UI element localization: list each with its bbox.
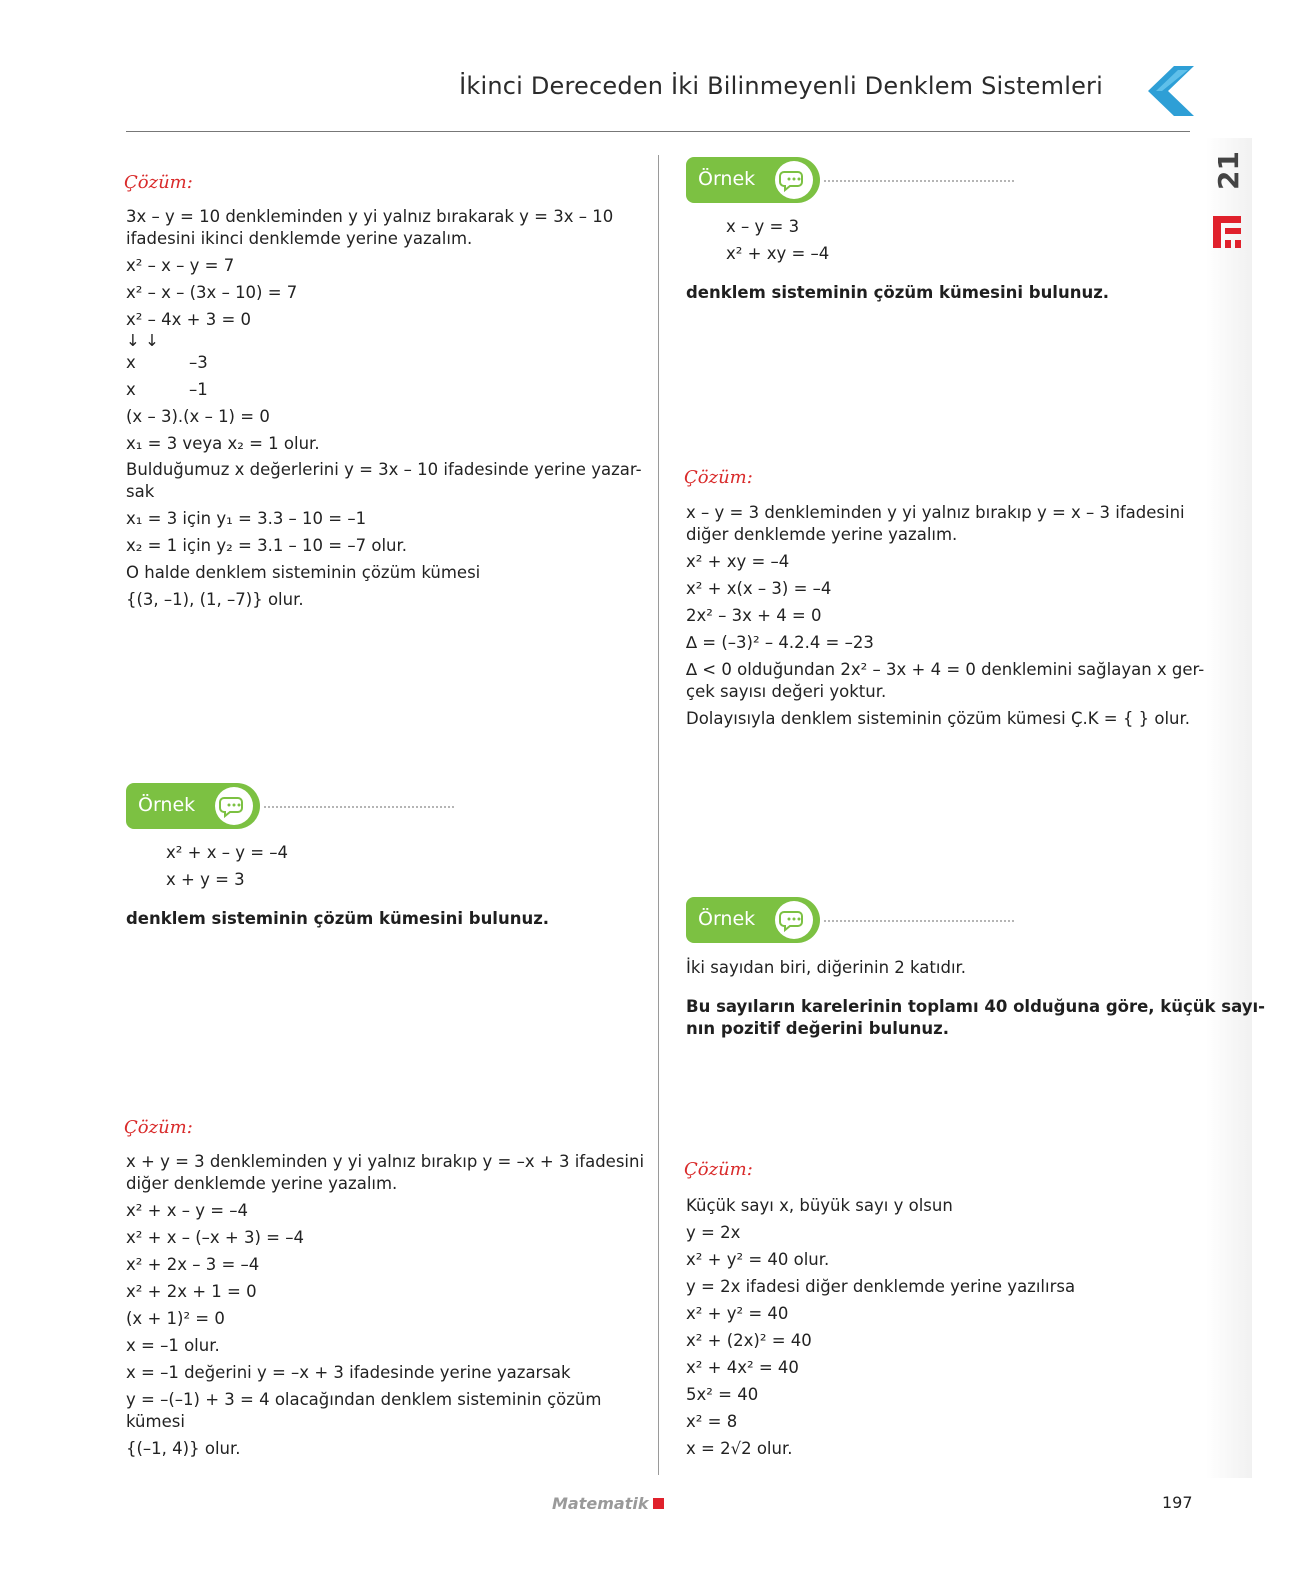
rsol1-eq-4: ∆ = (–3)² – 4.2.4 = –23	[686, 633, 874, 652]
ornek-badge	[686, 897, 820, 943]
sol1-eq-4: (x – 3).(x – 1) = 0	[126, 407, 270, 426]
page-number: 197	[1162, 1493, 1193, 1512]
sol2-eq-1: x² + x – y = –4	[126, 1201, 249, 1220]
rsol3-eq-8: x = 2√2 olur.	[686, 1439, 793, 1458]
unit-number: 21	[1212, 151, 1245, 190]
footer-square	[653, 1498, 664, 1509]
factor-row-2b: –1	[189, 380, 208, 399]
rsol3-eq-1: y = 2x	[686, 1223, 741, 1242]
cozum-heading: Çözüm:	[684, 467, 753, 488]
sol1-text-1: Bulduğumuz x değerlerini y = 3x – 10 ifadesinde yerine yazar-	[126, 460, 642, 479]
speech-bubble-icon	[774, 160, 814, 200]
rsol3-eq-4: x² + (2x)² = 40	[686, 1331, 812, 1350]
cozum-heading: Çözüm:	[124, 172, 193, 193]
rsol1-eq-3: 2x² – 3x + 4 = 0	[686, 606, 822, 625]
header-rule	[126, 131, 1190, 132]
ornek-label: Örnek	[698, 908, 756, 930]
rsol1-text-2: çek sayısı değeri yoktur.	[686, 682, 887, 701]
side-strip	[1206, 138, 1252, 1478]
sol1-text-2: sak	[126, 482, 155, 501]
ornek-label: Örnek	[698, 168, 756, 190]
sol1-eq-2: x² – x – (3x – 10) = 7	[126, 283, 298, 302]
ex1-question: denklem sisteminin çözüm kümesini bulunuz.	[686, 283, 1110, 302]
ex1-eq-1: x – y = 3	[726, 217, 800, 236]
column-divider	[658, 155, 659, 1475]
dotted-rule	[824, 180, 1014, 182]
rsol3-eq-7: x² = 8	[686, 1412, 738, 1431]
rsol1-eq-2: x² + x(x – 3) = –4	[686, 579, 832, 598]
sol2-line-2: diğer denklemde yerine yazalım.	[126, 1174, 398, 1193]
ex3-question-2: nın pozitif değerini bulunuz.	[686, 1019, 950, 1038]
sol2-eq-3: x² + 2x – 3 = –4	[126, 1255, 260, 1274]
fasikul-icon	[1211, 214, 1243, 250]
sol2-eq-4: x² + 2x + 1 = 0	[126, 1282, 257, 1301]
rsol1-line-2: diğer denklemde yerine yazalım.	[686, 525, 958, 544]
factor-row-1b: –3	[189, 353, 208, 372]
chevron-left-icon	[1148, 66, 1194, 116]
factor-arrows: ↓ ↓	[126, 331, 159, 350]
ex2-eq-1: x² + x – y = –4	[166, 843, 289, 862]
ex3-line-1: İki sayıdan biri, diğerinin 2 katıdır.	[686, 958, 967, 977]
sol1-text-3: O halde denklem sisteminin çözüm kümesi	[126, 563, 481, 582]
sol2-text-2: y = –(–1) + 3 = 4 olacağından denklem sisteminin çözüm	[126, 1390, 602, 1409]
rsol3-eq-5: x² + 4x² = 40	[686, 1358, 799, 1377]
sol1-eq-3: x² – 4x + 3 = 0	[126, 310, 252, 329]
sol1-text-4: {(3, –1), (1, –7)} olur.	[126, 590, 304, 609]
rsol3-eq-2: x² + y² = 40 olur.	[686, 1250, 830, 1269]
ex2-question: denklem sisteminin çözüm kümesini bulunuz.	[126, 909, 550, 928]
rsol1-eq-1: x² + xy = –4	[686, 552, 790, 571]
sol1-eq-5: x₁ = 3 veya x₂ = 1 olur.	[126, 434, 320, 453]
rsol1-line-1: x – y = 3 denkleminden y yi yalnız bırakıp y = x – 3 ifadesini	[686, 503, 1185, 522]
page-title: İkinci Dereceden İki Bilinmeyenli Denklem Sistemleri	[459, 72, 1103, 100]
dotted-rule	[824, 920, 1014, 922]
sol2-text-3: kümesi	[126, 1412, 185, 1431]
rsol3-eq-6: 5x² = 40	[686, 1385, 759, 1404]
sol1-eq-6: x₁ = 3 için y₁ = 3.3 – 10 = –1	[126, 509, 367, 528]
rsol1-text-3: Dolayısıyla denklem sisteminin çözüm kümesi Ç.K = { } olur.	[686, 709, 1191, 728]
rsol1-text-1: ∆ < 0 olduğundan 2x² – 3x + 4 = 0 denklemini sağlayan x ger-	[686, 660, 1205, 679]
ex3-question-1: Bu sayıların karelerinin toplamı 40 olduğuna göre, küçük sayı-	[686, 997, 1265, 1016]
sol2-eq-5: (x + 1)² = 0	[126, 1309, 225, 1328]
ornek-label: Örnek	[138, 794, 196, 816]
speech-bubble-icon	[214, 786, 254, 826]
sol2-text-1: x = –1 değerini y = –x + 3 ifadesinde yerine yazarsak	[126, 1363, 571, 1382]
sol1-line-2: ifadesini ikinci denklemde yerine yazalım.	[126, 229, 473, 248]
factor-row-2a: x	[126, 380, 136, 399]
ex1-eq-2: x² + xy = –4	[726, 244, 830, 263]
factor-row-1a: x	[126, 353, 136, 372]
sol2-eq-6: x = –1 olur.	[126, 1336, 220, 1355]
sol1-line-1: 3x – y = 10 denkleminden y yi yalnız bırakarak y = 3x – 10	[126, 207, 614, 226]
dotted-rule	[264, 806, 454, 808]
rsol3-line-1: Küçük sayı x, büyük sayı y olsun	[686, 1196, 953, 1215]
rsol3-line-2: y = 2x ifadesi diğer denklemde yerine yazılırsa	[686, 1277, 1076, 1296]
ornek-badge	[686, 157, 820, 203]
ornek-badge	[126, 783, 260, 829]
sol2-text-4: {(–1, 4)} olur.	[126, 1439, 241, 1458]
sol1-eq-7: x₂ = 1 için y₂ = 3.1 – 10 = –7 olur.	[126, 536, 408, 555]
rsol3-eq-3: x² + y² = 40	[686, 1304, 789, 1323]
sol2-line-1: x + y = 3 denkleminden y yi yalnız bırakıp y = –x + 3 ifadesini	[126, 1152, 645, 1171]
ex2-eq-2: x + y = 3	[166, 870, 245, 889]
cozum-heading: Çözüm:	[684, 1159, 753, 1180]
footer-subject: Matematik	[552, 1494, 649, 1513]
sol2-eq-2: x² + x – (–x + 3) = –4	[126, 1228, 304, 1247]
cozum-heading: Çözüm:	[124, 1117, 193, 1138]
sol1-eq-1: x² – x – y = 7	[126, 256, 235, 275]
speech-bubble-icon	[774, 900, 814, 940]
